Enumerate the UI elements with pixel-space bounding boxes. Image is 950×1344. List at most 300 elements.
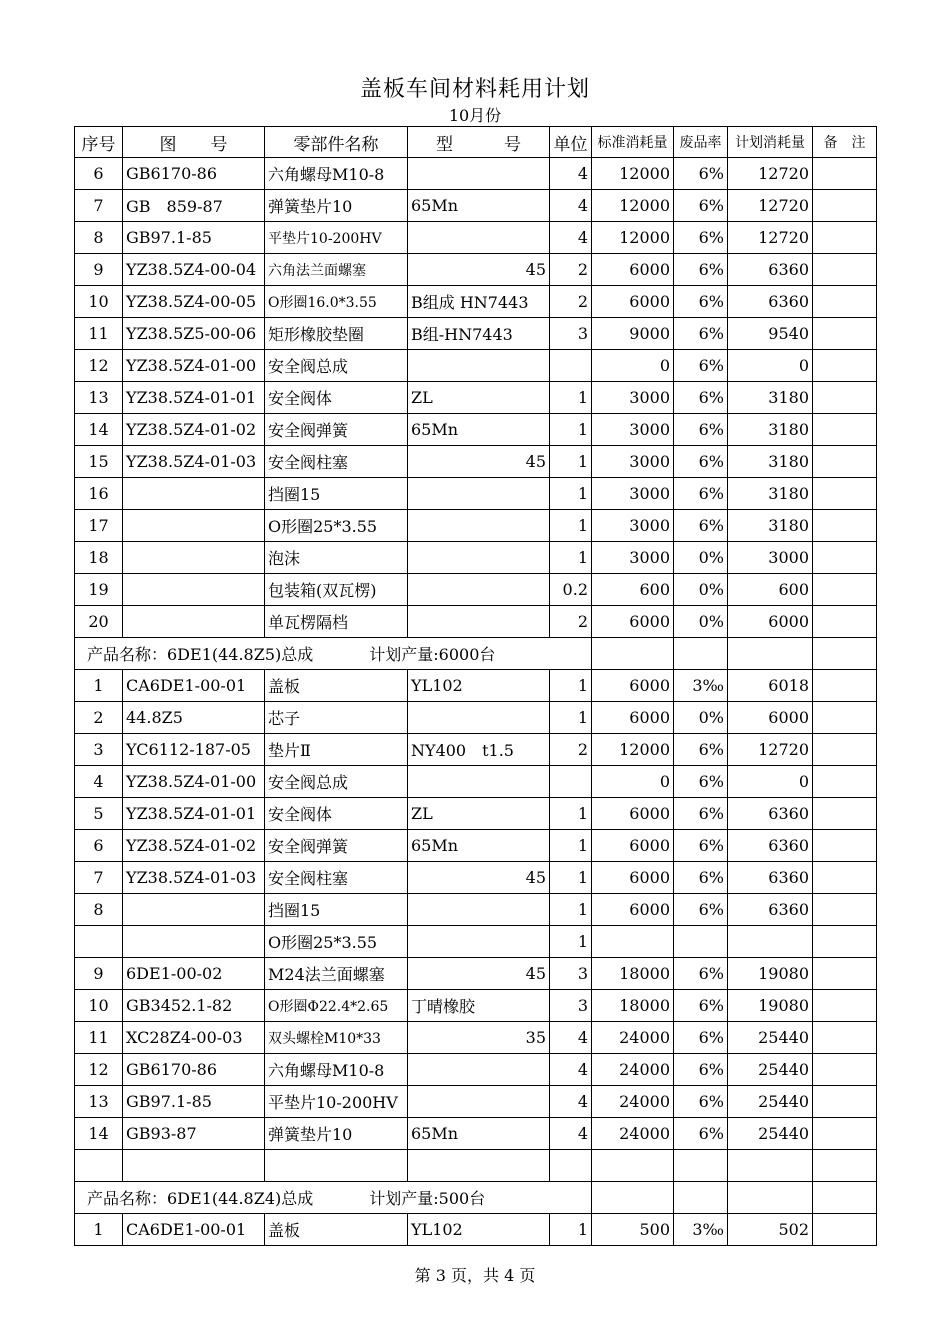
cell-scrap: 6% (674, 1118, 728, 1150)
cell-std: 24000 (592, 1054, 674, 1086)
cell-plan: 6018 (728, 670, 813, 702)
table-body (75, 127, 877, 1246)
cell-model (408, 158, 550, 190)
cell-name: 平垫片10-200HV (265, 222, 408, 254)
cell-unit: 4 (550, 1054, 592, 1086)
table-row (75, 510, 877, 542)
table-row (75, 1214, 877, 1246)
cell-unit: 2 (550, 734, 592, 766)
cell-plan: 502 (728, 1214, 813, 1246)
cell-remark (813, 510, 877, 542)
cell-seq: 4 (75, 766, 123, 798)
page-subtitle: 10月份 (448, 106, 502, 125)
table-row (75, 734, 877, 766)
cell-name: 单瓦楞隔档 (265, 606, 408, 638)
cell-remark (813, 1118, 877, 1150)
table-row (75, 574, 877, 606)
cell-plan: 9540 (728, 318, 813, 350)
cell-plan: 12720 (728, 158, 813, 190)
cell-model (408, 1054, 550, 1086)
cell-remark (813, 382, 877, 414)
cell-plan: 25440 (728, 1022, 813, 1054)
cell-std: 24000 (592, 1118, 674, 1150)
cell-scrap: 6% (674, 446, 728, 478)
cell-unit: 4 (550, 158, 592, 190)
cell-model (408, 926, 550, 958)
table-row (75, 766, 877, 798)
cell-std: 6000 (592, 702, 674, 734)
cell-remark (813, 542, 877, 574)
cell-scrap: 6% (674, 478, 728, 510)
cell-unit: 4 (550, 1086, 592, 1118)
cell-unit: 1 (550, 862, 592, 894)
cell-scrap: 0% (674, 702, 728, 734)
cell-name: 包装箱(双瓦楞) (265, 574, 408, 606)
table-row (75, 478, 877, 510)
empty-cell (728, 1150, 813, 1182)
cell-remark (813, 702, 877, 734)
cell-scrap: 6% (674, 766, 728, 798)
cell-plan: 3180 (728, 510, 813, 542)
cell-seq: 9 (75, 254, 123, 286)
cell-model (408, 702, 550, 734)
table-row (75, 798, 877, 830)
cell-name: O形圈25*3.55 (265, 926, 408, 958)
cell-std: 3000 (592, 542, 674, 574)
empty-cell (674, 1150, 728, 1182)
cell-name: 弹簧垫片10 (265, 1118, 408, 1150)
cell-plan: 6360 (728, 894, 813, 926)
cell-model (408, 1086, 550, 1118)
cell-remark (813, 222, 877, 254)
cell-scrap: 6% (674, 1086, 728, 1118)
cell-name: 六角螺母M10-8 (265, 1054, 408, 1086)
cell-remark (813, 478, 877, 510)
cell-drawing: CA6DE1-00-01 (123, 670, 265, 702)
empty-cell (813, 1182, 877, 1214)
cell-seq: 15 (75, 446, 123, 478)
cell-model: 65Mn (408, 414, 550, 446)
cell-std: 18000 (592, 958, 674, 990)
table-row (75, 958, 877, 990)
material-table (74, 126, 877, 1246)
cell-name: 泡沫 (265, 542, 408, 574)
cell-model: 45 (408, 254, 550, 286)
cell-plan: 12720 (728, 222, 813, 254)
empty-cell (265, 1150, 408, 1182)
cell-remark (813, 1022, 877, 1054)
cell-std: 24000 (592, 1086, 674, 1118)
cell-drawing: CA6DE1-00-01 (123, 1214, 265, 1246)
table-row (75, 1054, 877, 1086)
cell-drawing: YC6112-187-05 (123, 734, 265, 766)
header-plan: 计划消耗量 (728, 127, 813, 158)
cell-seq: 13 (75, 1086, 123, 1118)
cell-plan: 19080 (728, 958, 813, 990)
cell-scrap: 6% (674, 222, 728, 254)
cell-unit: 1 (550, 894, 592, 926)
cell-drawing: YZ38.5Z4-01-03 (123, 446, 265, 478)
cell-seq: 16 (75, 478, 123, 510)
cell-name: O形圈Φ22.4*2.65 (265, 990, 408, 1022)
cell-model: NY400 t1.5 (408, 734, 550, 766)
cell-std: 6000 (592, 894, 674, 926)
cell-plan: 12720 (728, 190, 813, 222)
cell-remark (813, 286, 877, 318)
cell-drawing: GB6170-86 (123, 1054, 265, 1086)
cell-unit: 4 (550, 222, 592, 254)
empty-cell (123, 1150, 265, 1182)
cell-name: 挡圈15 (265, 478, 408, 510)
cell-remark (813, 606, 877, 638)
cell-drawing: 44.8Z5 (123, 702, 265, 734)
cell-plan: 6360 (728, 830, 813, 862)
cell-remark (813, 670, 877, 702)
cell-plan: 12720 (728, 734, 813, 766)
cell-remark (813, 1086, 877, 1118)
cell-seq: 14 (75, 414, 123, 446)
cell-model (408, 542, 550, 574)
header-seq: 序号 (75, 127, 123, 158)
cell-std: 6000 (592, 670, 674, 702)
cell-unit: 3 (550, 990, 592, 1022)
header-scrap: 废品率 (674, 127, 728, 158)
cell-plan: 0 (728, 766, 813, 798)
cell-std: 0 (592, 350, 674, 382)
cell-remark (813, 862, 877, 894)
cell-drawing (123, 926, 265, 958)
table-row (75, 702, 877, 734)
cell-scrap: 6% (674, 318, 728, 350)
cell-name: 双头螺栓M10*33 (265, 1022, 408, 1054)
cell-model: 丁晴橡胶 (408, 990, 550, 1022)
cell-name: 弹簧垫片10 (265, 190, 408, 222)
cell-unit: 3 (550, 318, 592, 350)
cell-std: 3000 (592, 510, 674, 542)
table-row (75, 894, 877, 926)
cell-drawing: GB6170-86 (123, 158, 265, 190)
cell-plan: 6360 (728, 862, 813, 894)
table-row (75, 414, 877, 446)
cell-name: 安全阀总成 (265, 350, 408, 382)
cell-seq: 1 (75, 1214, 123, 1246)
cell-unit: 4 (550, 1022, 592, 1054)
cell-name: 安全阀柱塞 (265, 446, 408, 478)
cell-model: 65Mn (408, 1118, 550, 1150)
cell-drawing: YZ38.5Z5-00-06 (123, 318, 265, 350)
table-row (75, 926, 877, 958)
cell-plan: 25440 (728, 1054, 813, 1086)
cell-scrap: 0% (674, 606, 728, 638)
cell-model: 35 (408, 1022, 550, 1054)
header-remark: 备 注 (813, 127, 877, 158)
cell-drawing: YZ38.5Z4-01-00 (123, 766, 265, 798)
cell-remark (813, 734, 877, 766)
cell-model: B组-HN7443 (408, 318, 550, 350)
cell-std: 6000 (592, 254, 674, 286)
cell-remark (813, 254, 877, 286)
cell-model: ZL (408, 798, 550, 830)
cell-unit: 3 (550, 958, 592, 990)
cell-name: 六角螺母M10-8 (265, 158, 408, 190)
cell-model: 45 (408, 862, 550, 894)
cell-std: 600 (592, 574, 674, 606)
cell-drawing: YZ38.5Z4-01-02 (123, 414, 265, 446)
cell-name: 平垫片10-200HV (265, 1086, 408, 1118)
cell-unit: 1 (550, 830, 592, 862)
table-row (75, 446, 877, 478)
header-std: 标准消耗量 (592, 127, 674, 158)
cell-scrap: 6% (674, 382, 728, 414)
cell-scrap: 0% (674, 542, 728, 574)
table-row (75, 1022, 877, 1054)
cell-name: 芯子 (265, 702, 408, 734)
cell-seq: 9 (75, 958, 123, 990)
empty-cell (592, 1150, 674, 1182)
cell-drawing: GB3452.1-82 (123, 990, 265, 1022)
cell-scrap: 6% (674, 190, 728, 222)
cell-seq: 14 (75, 1118, 123, 1150)
cell-seq: 6 (75, 830, 123, 862)
cell-unit: 0.2 (550, 574, 592, 606)
cell-plan: 600 (728, 574, 813, 606)
cell-plan: 0 (728, 350, 813, 382)
table-row (75, 542, 877, 574)
cell-remark (813, 190, 877, 222)
cell-drawing: GB97.1-85 (123, 1086, 265, 1118)
cell-model (408, 766, 550, 798)
cell-drawing: YZ38.5Z4-01-03 (123, 862, 265, 894)
cell-drawing: YZ38.5Z4-01-02 (123, 830, 265, 862)
cell-scrap: 6% (674, 1054, 728, 1086)
empty-cell (408, 1150, 550, 1182)
cell-plan: 3180 (728, 382, 813, 414)
cell-unit: 1 (550, 510, 592, 542)
cell-model (408, 894, 550, 926)
table-row (75, 990, 877, 1022)
empty-cell (813, 1150, 877, 1182)
cell-model (408, 350, 550, 382)
cell-drawing: YZ38.5Z4-01-01 (123, 382, 265, 414)
table-row (75, 318, 877, 350)
cell-unit: 2 (550, 254, 592, 286)
cell-remark (813, 574, 877, 606)
product-quantity: 计划产量:500台 (369, 1189, 486, 1208)
cell-seq: 11 (75, 1022, 123, 1054)
cell-unit: 4 (550, 1118, 592, 1150)
cell-scrap: 3‰ (674, 670, 728, 702)
cell-remark (813, 446, 877, 478)
cell-plan: 6000 (728, 702, 813, 734)
header-unit: 单位 (550, 127, 592, 158)
cell-scrap: 6% (674, 734, 728, 766)
cell-plan: 3180 (728, 478, 813, 510)
cell-remark (813, 798, 877, 830)
cell-seq: 17 (75, 510, 123, 542)
cell-model: B组成 HN7443 (408, 286, 550, 318)
cell-unit: 1 (550, 446, 592, 478)
product-row (75, 638, 877, 670)
cell-plan: 3180 (728, 446, 813, 478)
cell-std: 6000 (592, 286, 674, 318)
cell-name: 安全阀柱塞 (265, 862, 408, 894)
cell-model: 65Mn (408, 190, 550, 222)
cell-scrap: 6% (674, 894, 728, 926)
cell-drawing: 6DE1-00-02 (123, 958, 265, 990)
cell-drawing: GB97.1-85 (123, 222, 265, 254)
cell-std: 3000 (592, 414, 674, 446)
cell-seq: 8 (75, 894, 123, 926)
cell-drawing: XC28Z4-00-03 (123, 1022, 265, 1054)
header-row (75, 127, 877, 158)
cell-plan: 25440 (728, 1086, 813, 1118)
header-name: 零部件名称 (265, 127, 408, 158)
cell-name: 盖板 (265, 1214, 408, 1246)
blank-row (75, 1150, 877, 1182)
empty-cell (674, 638, 728, 670)
cell-drawing: YZ38.5Z4-01-00 (123, 350, 265, 382)
cell-plan: 6360 (728, 286, 813, 318)
table-row (75, 830, 877, 862)
table-row (75, 190, 877, 222)
product-name: 产品名称：6DE1(44.8Z4)总成 (87, 1189, 314, 1208)
cell-model: 45 (408, 958, 550, 990)
cell-name: 安全阀体 (265, 382, 408, 414)
table-row (75, 862, 877, 894)
table-row (75, 1086, 877, 1118)
cell-unit: 1 (550, 702, 592, 734)
empty-cell (728, 1182, 813, 1214)
cell-unit: 1 (550, 382, 592, 414)
cell-name: 安全阀体 (265, 798, 408, 830)
cell-seq: 10 (75, 990, 123, 1022)
table-row (75, 350, 877, 382)
cell-std: 500 (592, 1214, 674, 1246)
cell-std (592, 926, 674, 958)
cell-name: M24法兰面螺塞 (265, 958, 408, 990)
cell-plan: 19080 (728, 990, 813, 1022)
table-row (75, 606, 877, 638)
cell-name: 安全阀总成 (265, 766, 408, 798)
page-footer: 第 3 页，共 4 页 (414, 1266, 536, 1285)
cell-remark (813, 1054, 877, 1086)
cell-plan (728, 926, 813, 958)
cell-scrap: 6% (674, 254, 728, 286)
product-quantity: 计划产量:6000台 (369, 645, 496, 664)
cell-plan: 6360 (728, 798, 813, 830)
product-info (75, 638, 592, 670)
cell-seq: 12 (75, 1054, 123, 1086)
table-row (75, 254, 877, 286)
empty-cell (813, 638, 877, 670)
cell-std: 3000 (592, 382, 674, 414)
cell-model: YL102 (408, 670, 550, 702)
empty-cell (550, 1150, 592, 1182)
cell-drawing: YZ38.5Z4-00-04 (123, 254, 265, 286)
cell-name: 盖板 (265, 670, 408, 702)
cell-drawing (123, 510, 265, 542)
cell-name: 安全阀弹簧 (265, 830, 408, 862)
cell-drawing (123, 606, 265, 638)
cell-name: 六角法兰面螺塞 (265, 254, 408, 286)
cell-std: 18000 (592, 990, 674, 1022)
cell-unit: 2 (550, 606, 592, 638)
cell-remark (813, 158, 877, 190)
cell-unit: 1 (550, 926, 592, 958)
cell-remark (813, 350, 877, 382)
product-info (75, 1182, 592, 1214)
cell-scrap: 6% (674, 958, 728, 990)
cell-remark (813, 830, 877, 862)
cell-scrap: 3‰ (674, 1214, 728, 1246)
cell-scrap: 6% (674, 798, 728, 830)
cell-seq: 1 (75, 670, 123, 702)
cell-plan: 3000 (728, 542, 813, 574)
cell-scrap: 6% (674, 510, 728, 542)
cell-drawing: GB93-87 (123, 1118, 265, 1150)
cell-model (408, 574, 550, 606)
cell-scrap: 6% (674, 350, 728, 382)
product-name: 产品名称：6DE1(44.8Z5)总成 (87, 645, 314, 664)
table-row (75, 158, 877, 190)
cell-plan: 25440 (728, 1118, 813, 1150)
cell-std: 12000 (592, 190, 674, 222)
cell-scrap: 6% (674, 158, 728, 190)
cell-std: 6000 (592, 830, 674, 862)
cell-drawing (123, 542, 265, 574)
cell-seq: 20 (75, 606, 123, 638)
cell-remark (813, 990, 877, 1022)
cell-plan: 6360 (728, 254, 813, 286)
cell-unit: 1 (550, 798, 592, 830)
cell-remark (813, 894, 877, 926)
cell-std: 12000 (592, 158, 674, 190)
empty-cell (728, 638, 813, 670)
cell-scrap: 6% (674, 830, 728, 862)
cell-model (408, 510, 550, 542)
cell-std: 24000 (592, 1022, 674, 1054)
cell-seq: 8 (75, 222, 123, 254)
cell-name: 安全阀弹簧 (265, 414, 408, 446)
table-row (75, 670, 877, 702)
cell-unit: 1 (550, 670, 592, 702)
cell-seq: 12 (75, 350, 123, 382)
empty-cell (592, 1182, 674, 1214)
cell-seq: 7 (75, 862, 123, 894)
cell-unit: 1 (550, 542, 592, 574)
cell-std: 6000 (592, 606, 674, 638)
empty-cell (592, 638, 674, 670)
cell-scrap: 6% (674, 1022, 728, 1054)
cell-unit: 1 (550, 414, 592, 446)
empty-cell (674, 1182, 728, 1214)
cell-model (408, 478, 550, 510)
cell-seq: 18 (75, 542, 123, 574)
cell-seq (75, 926, 123, 958)
cell-remark (813, 926, 877, 958)
cell-scrap: 0% (674, 574, 728, 606)
cell-unit: 1 (550, 478, 592, 510)
cell-std: 3000 (592, 446, 674, 478)
cell-plan: 6000 (728, 606, 813, 638)
empty-cell (75, 1150, 123, 1182)
cell-remark (813, 958, 877, 990)
cell-model: ZL (408, 382, 550, 414)
cell-seq: 13 (75, 382, 123, 414)
cell-std: 6000 (592, 862, 674, 894)
cell-scrap (674, 926, 728, 958)
cell-name: O形圈25*3.55 (265, 510, 408, 542)
